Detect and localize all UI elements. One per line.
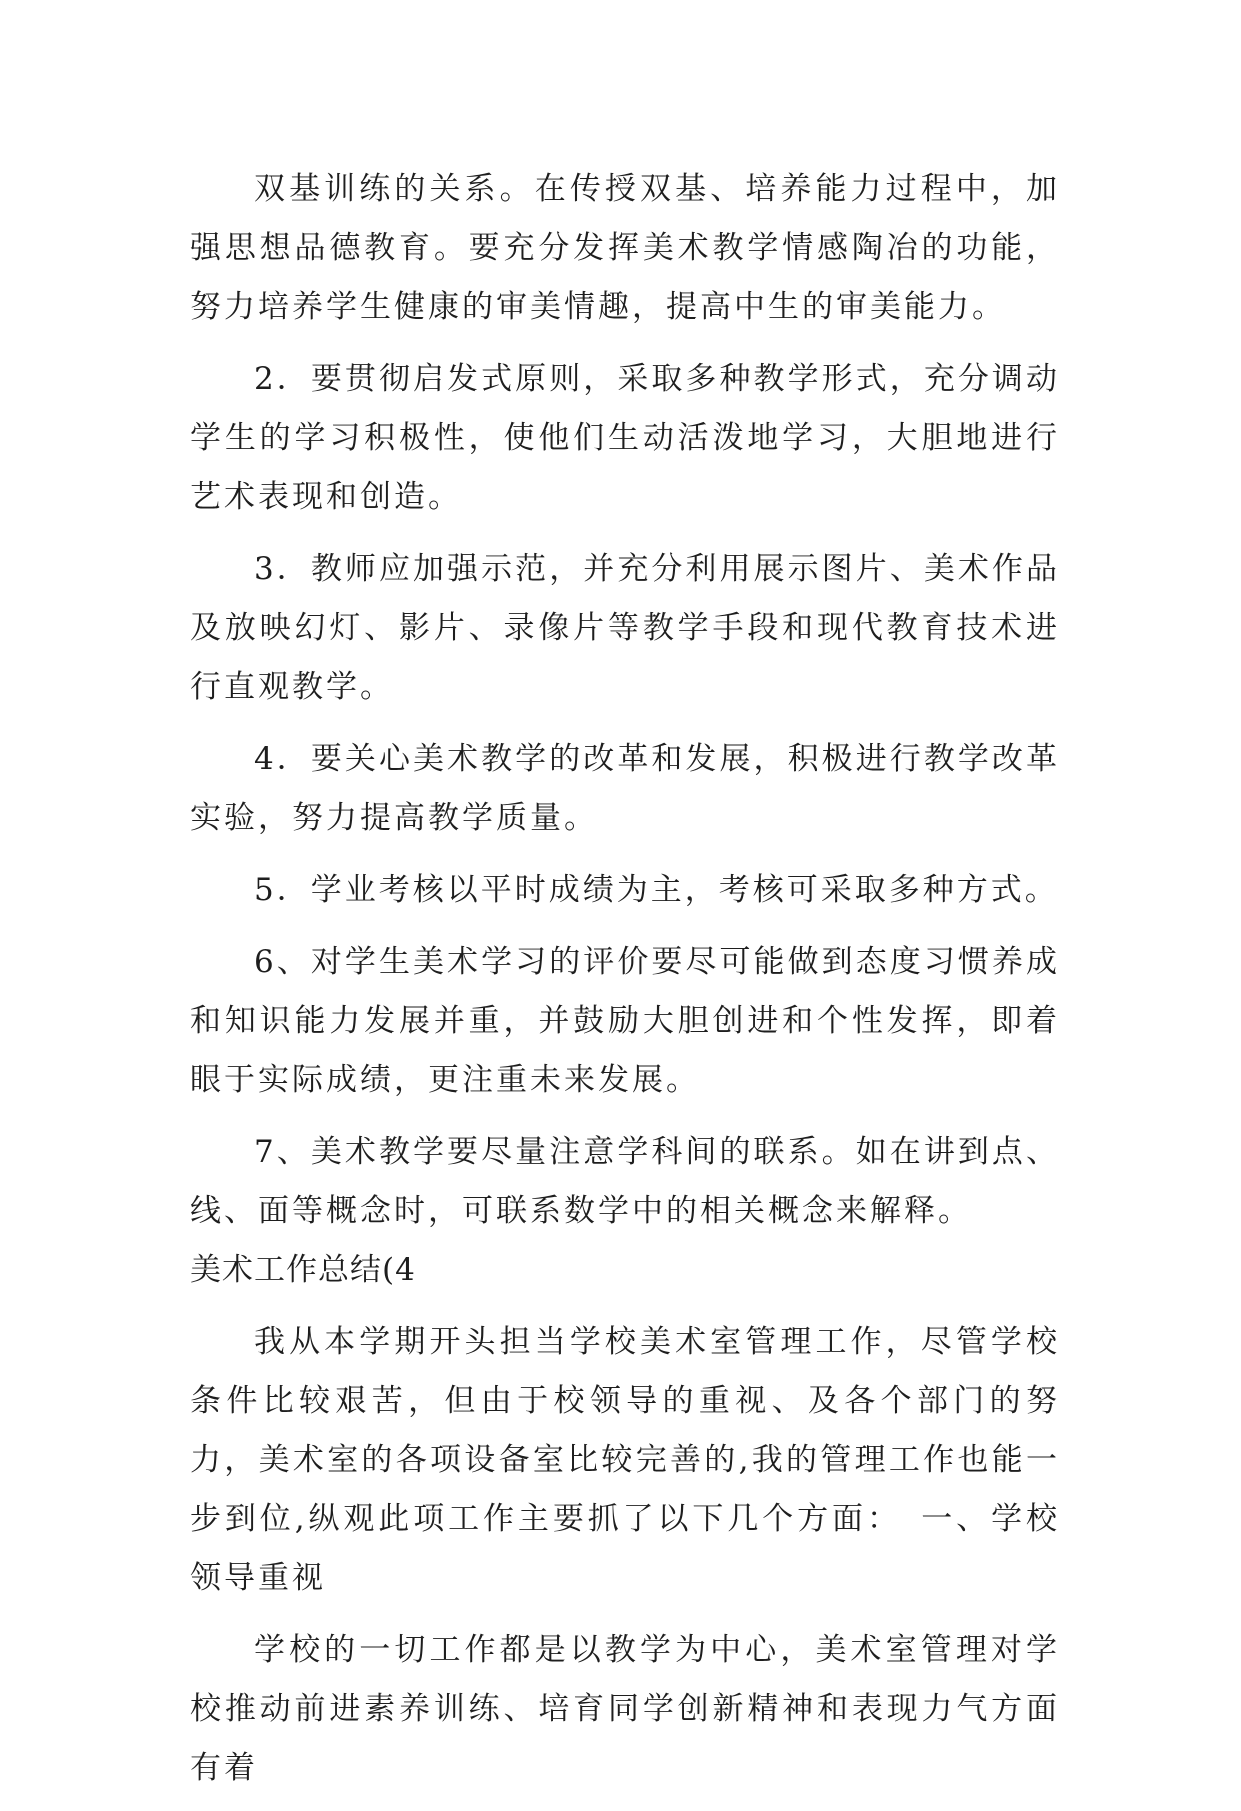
paragraph-dual-basics: 双基训练的关系。在传授双基、培养能力过程中，加强思想品德教育。要充分发挥美术教学情感陶冶的功能，努力培养学生健康的审美情趣，提高中生的审美能力。 [190,171,1060,325]
document-body [190,160,1060,1811]
paragraph-item-3: 3．教师应加强示范，并充分利用展示图片、美术作品及放映幻灯、影片、录像片等教学手段和现代教育技术进行直观教学。 [190,551,1060,705]
paragraph-section-intro: 我从本学期开头担当学校美术室管理工作，尽管学校条件比较艰苦，但由于校领导的重视、及各个部门的努力，美术室的各项设备室比较完善的,我的管理工作也能一步到位,纵观此项工作主要抓了以下几个方面： 一、学校领导重视 [190,1324,1060,1596]
paragraph-section-body: 学校的一切工作都是以教学为中心，美术室管理对学校推动前进素养训练、培育同学创新精神和表现力气方面有着 [190,1632,1060,1786]
paragraph-item-6: 6、对学生美术学习的评价要尽可能做到态度习惯养成和知识能力发展并重，并鼓励大胆创进和个性发挥，即着眼于实际成绩，更注重未来发展。 [190,944,1060,1098]
paragraph-item-5: 5．学业考核以平时成绩为主，考核可采取多种方式。 [254,872,1059,908]
section-heading: 美术工作总结(4 [190,1252,416,1288]
paragraph-item-4: 4．要关心美术教学的改革和发展，积极进行教学改革实验，努力提高教学质量。 [190,741,1060,836]
paragraph-item-7: 7、美术教学要尽量注意学科间的联系。如在讲到点、线、面等概念时，可联系数学中的相关概念来解释。 [190,1134,1060,1229]
paragraph-item-2: 2．要贯彻启发式原则，采取多种教学形式，充分调动学生的学习积极性，使他们生动活泼地学习，大胆地进行艺术表现和创造。 [190,361,1060,515]
